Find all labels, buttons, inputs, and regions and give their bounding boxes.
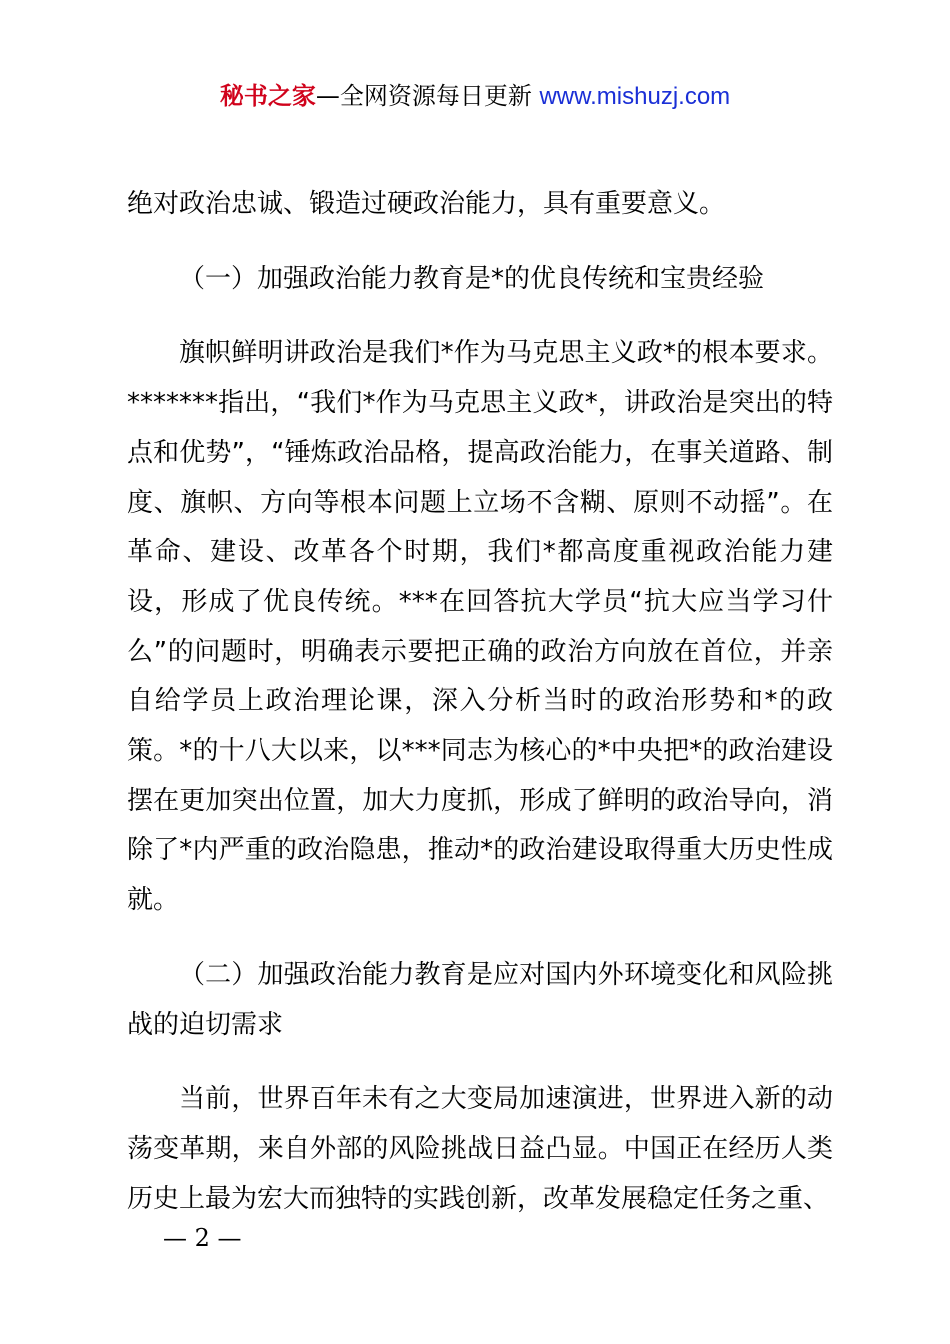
page-header — [0, 78, 950, 115]
paragraph-body-2: 当前，世界百年未有之大变局加速演进，世界进入新的动荡变革期，来自外部的风险挑战日益凸显。中国正在经历人类历史上最为宏大而独特的实践创新，改革发展稳定任务之重、 — [127, 1084, 833, 1214]
document-body — [127, 180, 833, 1224]
paragraph-continuation: 绝对政治忠诚、锻造过硬政治能力，具有重要意义。 — [127, 189, 726, 219]
header-brand: 秘书之家 — [219, 82, 316, 110]
section-heading-2: （二）加强政治能力教育是应对国内外环境变化和风险挑战的迫切需求 — [127, 959, 833, 1040]
header-site-url[interactable]: www.mishuzj.com — [539, 83, 731, 110]
page-number: — 2 — — [163, 1224, 242, 1252]
paragraph-body-1: 旗帜鲜明讲政治是我们*作为马克思主义政*的根本要求。*******指出，“我们*作为马克思主义政*，讲政治是突出的特点和优势”，“锤炼政治品格，提高政治能力，在事关道路、制度、旗帜、方向等根本问题上立场不含糊、原则不动摇”。在革命、建设、改革各个时期，我们*都高度重视政治能力建设，形成了优良传统。***在回答抗大学员“抗大应当学习什么”的问题时，明确表示要把正确的政治方向放在首位，并亲自给学员上政治理论课，深入分析当时的政治形势和*的政策。*的十八大以来，以***同志为核心的*中央把*的政治建设摆在更加突出位置，加大力度抓，形成了鲜明的政治导向，消除了*内严重的政治隐患，推动*的政治建设取得重大历史性成就。 — [127, 338, 833, 916]
header-tagline: —全网资源每日更新 — [315, 82, 532, 110]
section-heading-1: （一）加强政治能力教育是*的优良传统和宝贵经验 — [179, 263, 765, 294]
